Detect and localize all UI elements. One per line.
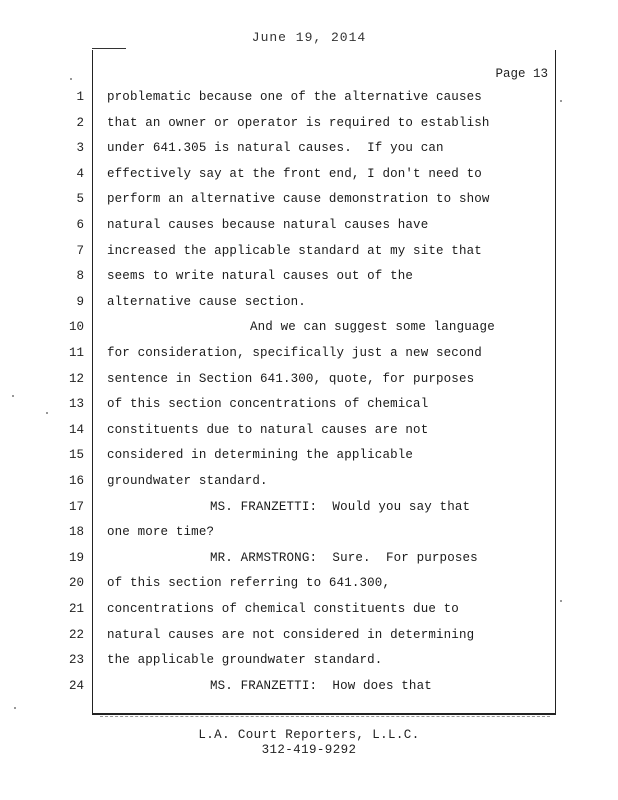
line-number: 22 bbox=[68, 628, 84, 642]
line-number: 16 bbox=[68, 474, 84, 488]
transcript-line: MR. ARMSTRONG: Sure. For purposes bbox=[210, 551, 478, 565]
transcript-line: alternative cause section. bbox=[107, 295, 306, 309]
transcript-line: one more time? bbox=[107, 525, 215, 539]
page-number: Page 13 bbox=[495, 67, 548, 81]
footer-company: L.A. Court Reporters, L.L.C. bbox=[198, 728, 420, 742]
scan-speck bbox=[12, 395, 14, 397]
transcript-line: natural causes because natural causes have bbox=[107, 218, 429, 232]
frame-top-mark bbox=[92, 48, 126, 49]
line-number: 24 bbox=[68, 679, 84, 693]
transcript-line: groundwater standard. bbox=[107, 474, 268, 488]
transcript-line: considered in determining the applicable bbox=[107, 448, 414, 462]
line-number: 20 bbox=[68, 576, 84, 590]
scan-speck bbox=[560, 100, 562, 102]
transcript-line: seems to write natural causes out of the bbox=[107, 269, 414, 283]
line-number: 10 bbox=[68, 320, 84, 334]
transcript-line: of this section concentrations of chemical bbox=[107, 397, 429, 411]
transcript-line: MS. FRANZETTI: How does that bbox=[210, 679, 432, 693]
transcript-line: perform an alternative cause demonstration to show bbox=[107, 192, 490, 206]
transcript-line: effectively say at the front end, I don't need to bbox=[107, 167, 482, 181]
transcript-date: June 19, 2014 bbox=[251, 30, 367, 45]
transcript-line: natural causes are not considered in determining bbox=[107, 628, 475, 642]
transcript-line: And we can suggest some language bbox=[250, 320, 495, 334]
line-number: 7 bbox=[76, 244, 84, 258]
transcript-line: concentrations of chemical constituents due to bbox=[107, 602, 459, 616]
transcript-line: under 641.305 is natural causes. If you can bbox=[107, 141, 444, 155]
line-number: 21 bbox=[68, 602, 84, 616]
scan-speck bbox=[46, 412, 48, 414]
scan-speck bbox=[14, 707, 16, 709]
scan-speck bbox=[560, 600, 562, 602]
line-number: 23 bbox=[68, 653, 84, 667]
line-number: 1 bbox=[76, 90, 84, 104]
line-number: 5 bbox=[76, 192, 84, 206]
line-number: 9 bbox=[76, 295, 84, 309]
transcript-line: MS. FRANZETTI: Would you say that bbox=[210, 500, 471, 514]
transcript-line: constituents due to natural causes are not bbox=[107, 423, 429, 437]
line-number: 8 bbox=[76, 269, 84, 283]
line-number: 18 bbox=[68, 525, 84, 539]
footer-phone: 312-419-9292 bbox=[261, 743, 357, 757]
transcript-line: for consideration, specifically just a new second bbox=[107, 346, 482, 360]
line-number: 19 bbox=[68, 551, 84, 565]
transcript-line: that an owner or operator is required to establish bbox=[107, 116, 490, 130]
transcript-line: of this section referring to 641.300, bbox=[107, 576, 391, 590]
scan-artifact-line bbox=[100, 716, 550, 717]
transcript-line: problematic because one of the alternative causes bbox=[107, 90, 482, 104]
line-number: 14 bbox=[68, 423, 84, 437]
line-number: 4 bbox=[76, 167, 84, 181]
line-number: 15 bbox=[68, 448, 84, 462]
line-number: 12 bbox=[68, 372, 84, 386]
line-number: 13 bbox=[68, 397, 84, 411]
line-number: 3 bbox=[76, 141, 84, 155]
transcript-line: the applicable groundwater standard. bbox=[107, 653, 383, 667]
line-number: 6 bbox=[76, 218, 84, 232]
transcript-line: increased the applicable standard at my site that bbox=[107, 244, 482, 258]
line-number: 11 bbox=[68, 346, 84, 360]
scan-speck bbox=[70, 78, 72, 80]
line-number: 17 bbox=[68, 500, 84, 514]
line-number: 2 bbox=[76, 116, 84, 130]
transcript-line: sentence in Section 641.300, quote, for purposes bbox=[107, 372, 475, 386]
